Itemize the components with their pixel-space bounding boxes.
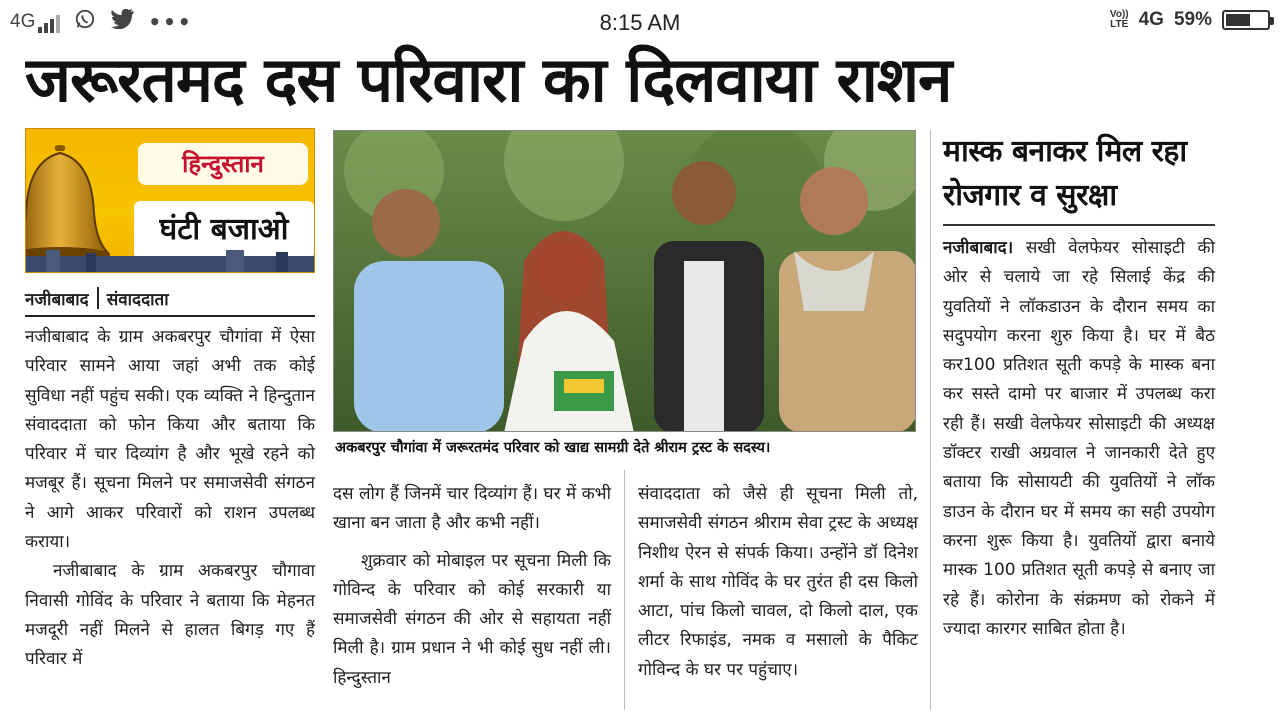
status-right: [1110, 9, 1270, 31]
third-column: [638, 480, 918, 685]
volte-indicator: Vo)) LTE: [1109, 9, 1129, 30]
battery-fill: [1226, 14, 1250, 26]
photo-caption: अकबरपुर चौगांवा में जरूरतमंद परिवार को खाद्य सामग्री देते श्रीराम ट्रस्ट के सदस्य।: [335, 440, 771, 456]
article-paragraph: नजीबाबाद के ग्राम अकबरपुर चौगावा निवासी गोविंद के परिवार ने बताया कि मेहनत मजदूरी नहीं मिलने से हालत बिगड़ गए हैं परिवार में: [25, 561, 315, 670]
logo-brand: हिन्दुस्तान: [138, 143, 308, 185]
battery-icon: [1222, 10, 1270, 30]
hindustan-logo: [25, 128, 315, 273]
more-icon: •••: [148, 9, 193, 34]
byline-separator: [97, 287, 99, 309]
column-divider: [624, 470, 625, 710]
column-divider: [930, 130, 931, 710]
page-headline: जरूरतमद दस परिवारा का दिलवाया राशन: [25, 43, 952, 116]
byline: [25, 281, 315, 317]
city-skyline: [26, 250, 315, 272]
logo-slogan: घंटी बजाओ: [134, 201, 314, 259]
sub-headline: मास्क बनाकर मिल रहा रोजगार व सुरक्षा: [943, 130, 1215, 226]
battery-percent: 59%: [1173, 9, 1212, 30]
clock: 8:15 AM: [599, 10, 681, 35]
article-paragraph-text: सखी वेलफेयर सोसाइटी की ओर से चलाये जा रहे सिलाई केंद्र की युवतियों ने लॉकडाउन के दौरान समय का सदुपयोग करना शुरु किया है। घर में बैठ कर100 प्रतिशत सूती कपड़े के मास्क बना कर सस्ते दामो पर बाजार में उपलब्ध करा रही हैं। सखी वेलफेयर सोसाइटी की अध्यक्ष डॉक्टर राखी अग्रवाल ने जानकारी देते हुए बताया कि सोसायटी की युवतियों ने लॉक डाउन के दौरान घर में समय का सही उपयोग करना शुरू किया है। युवतियों द्वारा बनाये मास्क 100 प्रतिशत सूती कपड़े से बनाए जा रहे हैं। कोरोना के संक्रमण को रोकने में ज्यादा कारगर साबित होता है।: [943, 238, 1216, 639]
news-photo: [333, 130, 916, 432]
byline-place: नजीबाबाद: [25, 289, 89, 310]
article-paragraph: [943, 234, 1215, 644]
byline-reporter: संवाददाता: [106, 289, 169, 310]
article-paragraph: नजीबाबाद के ग्राम अकबरपुर चौगांवा में ऐसा परिवार सामने आया जहां अभी तक कोई सुविधा नहीं पहुंच सकी। एक व्यक्ति ने हिन्दुतान संवाददाता को फोन किया और बताया कि परिवार में चार दिव्यांग है और भूखे रहने को मजबूर हैं। सूचना मिलने पर समाजसेवी संगठन ने आगे आकर परिवारों को राशन उपलब्ध कराया।: [25, 327, 315, 553]
left-column: [25, 128, 315, 675]
right-article-text: [943, 234, 1215, 644]
middle-column: [333, 480, 611, 693]
network-type: 4G: [10, 10, 36, 32]
article-paragraph: संवाददाता को जैसे ही सूचना मिली तो, समाजसेवी संगठन श्रीराम सेवा ट्रस्ट के अध्यक्ष निशीथ ऐरन से संपर्क किया। उन्होंने डॉ दिनेश शर्मा के साथ गोविंद के घर तुरंत ही दस किलो आटा, पांच किलो चावल, दो किलो दाल, एक लीटर रिफाइंड, नमक व मसालो के पैकिट गोविन्द के घर पर पहुंचाए।: [638, 484, 918, 680]
network-type-right: 4G: [1138, 9, 1164, 30]
left-article-text: [25, 323, 315, 675]
photo-image: [334, 131, 916, 432]
article-paragraph: शुक्रवार को मोबाइल पर सूचना मिली कि गोविन्द के परिवार को कोई सरकारी या समाजसेवी संगठन की ओर से सहायता नहीं मिली है। ग्राम प्रधान ने भी कोई सुध नहीं ली। हिन्दुस्तान: [333, 550, 611, 688]
dateline: नजीबाबाद।: [943, 238, 1014, 258]
article-paragraph: दस लोग हैं जिनमें चार दिव्यांग हैं। घर में कभी खाना बन जाता है और कभी नहीं।: [333, 484, 611, 534]
right-column: [943, 130, 1215, 644]
